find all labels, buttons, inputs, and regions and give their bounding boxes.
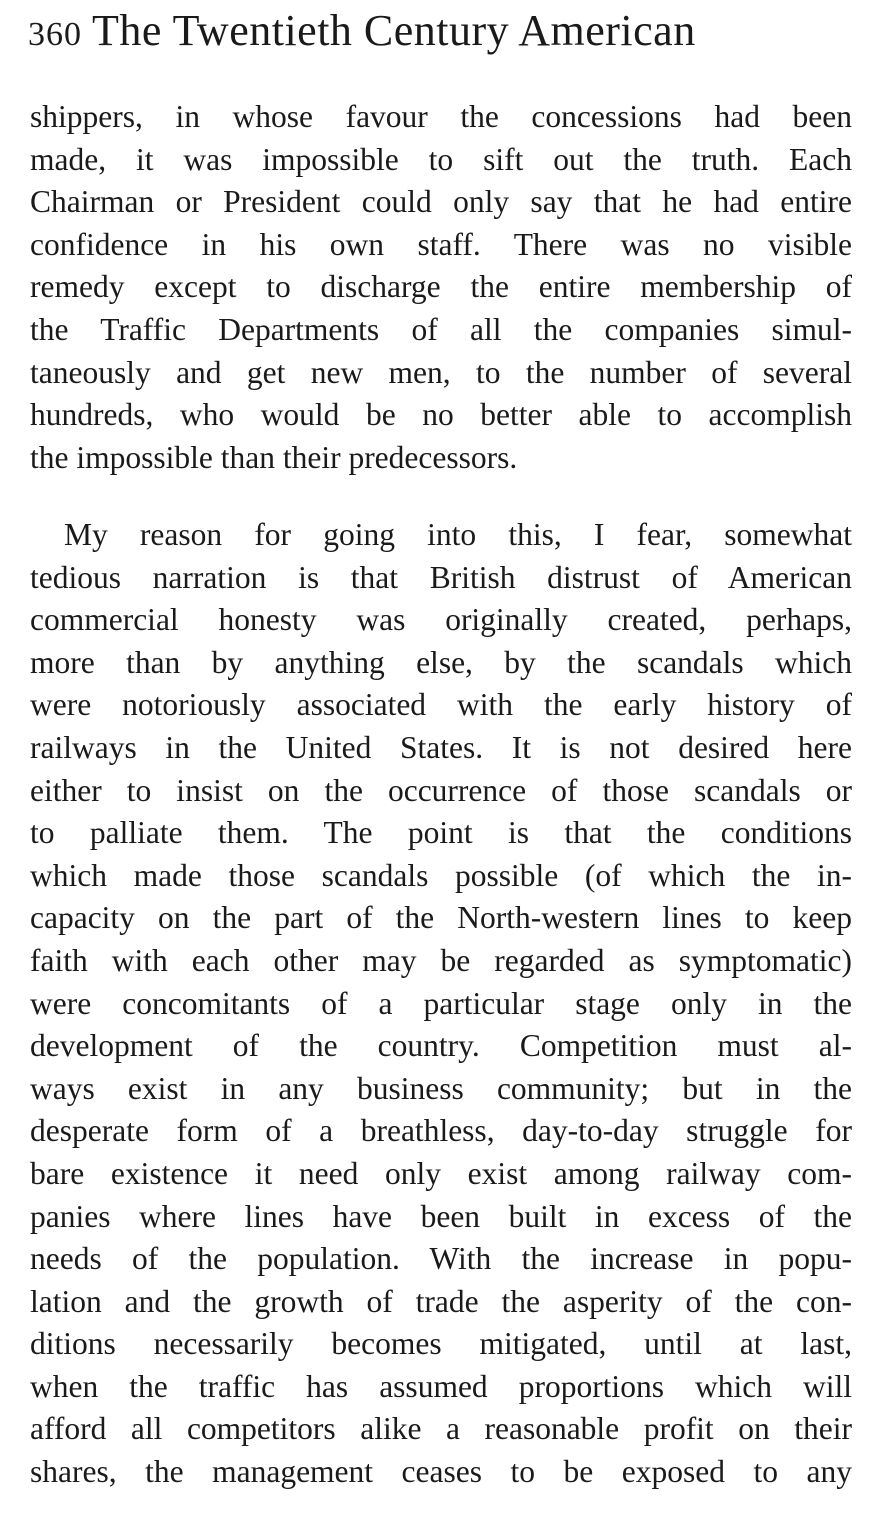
text-line: shares, the management ceases to be exposed to any xyxy=(30,1454,852,1490)
text-line: the impossible than their predecessors. xyxy=(30,439,518,475)
text-line: ditions necessarily becomes mitigated, until at last, xyxy=(30,1326,852,1362)
text-line: remedy except to discharge the entire membership of xyxy=(30,269,852,305)
text-line: faith with each other may be regarded as symptomatic) xyxy=(30,942,852,978)
page-number: 360 xyxy=(28,16,82,53)
paragraph-2 xyxy=(30,514,852,1494)
text-line: My reason for going into this, I fear, somewhat xyxy=(64,517,852,552)
text-line: commercial honesty was originally created, perhaps, xyxy=(30,602,852,638)
text-line: taneously and get new men, to the number of several xyxy=(30,354,852,390)
text-line: either to insist on the occurrence of those scandals or xyxy=(30,772,852,808)
text-line: afford all competitors alike a reasonable profit on their xyxy=(30,1411,852,1447)
text-line: Chairman or President could only say that he had entire xyxy=(30,184,852,220)
text-line: bare existence it need only exist among railway com- xyxy=(30,1155,852,1191)
text-line: lation and the growth of trade the asperity of the con- xyxy=(30,1283,852,1319)
text-line: to palliate them. The point is that the conditions xyxy=(30,815,852,851)
text-line: capacity on the part of the North-western lines to keep xyxy=(30,900,852,936)
text-line: were notoriously associated with the early history of xyxy=(30,687,852,723)
book-title: The Twentieth Century American xyxy=(92,6,696,55)
text-line: shippers, in whose favour the concessions had been xyxy=(30,99,852,134)
text-line: development of the country. Competition must al- xyxy=(30,1028,852,1064)
text-line: desperate form of a breathless, day-to-day struggle for xyxy=(30,1113,852,1149)
text-line: tedious narration is that British distrust of American xyxy=(30,559,852,595)
text-line: which made those scandals possible (of which the in- xyxy=(30,857,852,893)
text-line: the Traffic Departments of all the companies simul- xyxy=(30,311,852,347)
text-line: made, it was impossible to sift out the truth. Each xyxy=(30,141,852,177)
text-line: confidence in his own staff. There was no visible xyxy=(30,226,852,262)
running-head xyxy=(28,6,858,56)
text-line: needs of the population. With the increase in popu- xyxy=(30,1241,852,1277)
text-line: ways exist in any business community; but in the xyxy=(30,1070,852,1106)
text-line: hundreds, who would be no better able to accomplish xyxy=(30,397,852,433)
text-line: were concomitants of a particular stage only in the xyxy=(30,985,852,1021)
text-line: panies where lines have been built in excess of the xyxy=(30,1198,852,1234)
text-line: railways in the United States. It is not desired here xyxy=(30,729,852,765)
paragraph-1 xyxy=(30,96,852,479)
text-line: more than by anything else, by the scandals which xyxy=(30,644,852,680)
text-line: when the traffic has assumed proportions which will xyxy=(30,1368,852,1404)
